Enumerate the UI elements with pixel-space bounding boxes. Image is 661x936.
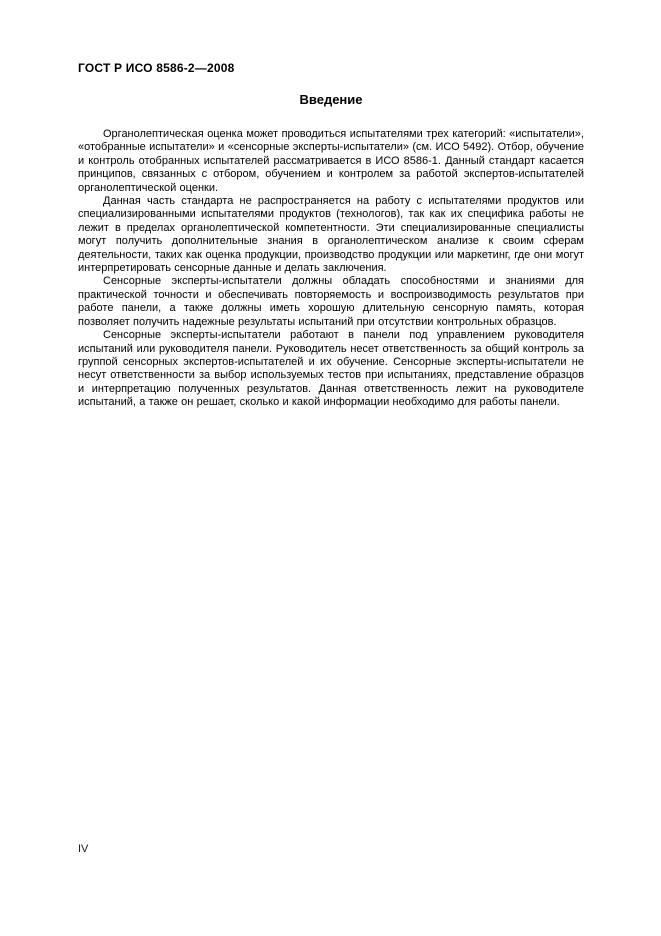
paragraph: Сенсорные эксперты-испытатели должны обладать способностями и знаниями для практической точности и обеспечивать повторяемость и воспроизводимость результатов при работе панели, а также должны иметь хорошую длительную сенсорную память, которая позволяет получить надежные результаты испытаний при отсутствии контрольных образцов. — [78, 275, 584, 328]
page-number: IV — [78, 843, 89, 855]
section-title: Введение — [299, 92, 363, 107]
body-text — [78, 128, 584, 410]
standard-designation: ГОСТ Р ИСО 8586-2—2008 — [78, 61, 235, 75]
paragraph: Органолептическая оценка может проводиться испытателями трех категорий: «испытатели», «отобранные испытатели» и «сенсорные эксперты-испытатели» (см. ИСО 5492). Отбор, обучение и контроль отобранных испытателей рассматривается в ИСО 8586-1. Данный стандарт касается принципов, связанных с отбором, обучением и контролем за работой экспертов-испытателей органолептической оценки. — [78, 128, 584, 194]
paragraph: Данная часть стандарта не распространяется на работу с испытателями продуктов или специализированными испытателями продуктов (технологов), так как их специфика работы не лежит в пределах органолептической компетентности. Эти специализированные специалисты могут получить дополнительные знания в органолептическом анализе к своим сферам деятельности, таких как оценка продукции, производство продукции или маркетинг, где они могут интерпретировать сенсорные данные и делать заключения. — [78, 195, 584, 275]
page-content — [78, 0, 584, 410]
paragraph: Сенсорные эксперты-испытатели работают в панели под управлением руководителя испытаний или руководителя панели. Руководитель несет ответственность за общий контроль за группой сенсорных экспертов-испытателей и их обучение. Сенсорные эксперты-испытатели не несут ответственности за выбор используемых тестов при испытаниях, представление образцов и интерпретацию полученных результатов. Данная ответственность лежит на руководителе испытаний, а также он решает, сколько и какой информации необходимо для работы панели. — [78, 329, 584, 409]
